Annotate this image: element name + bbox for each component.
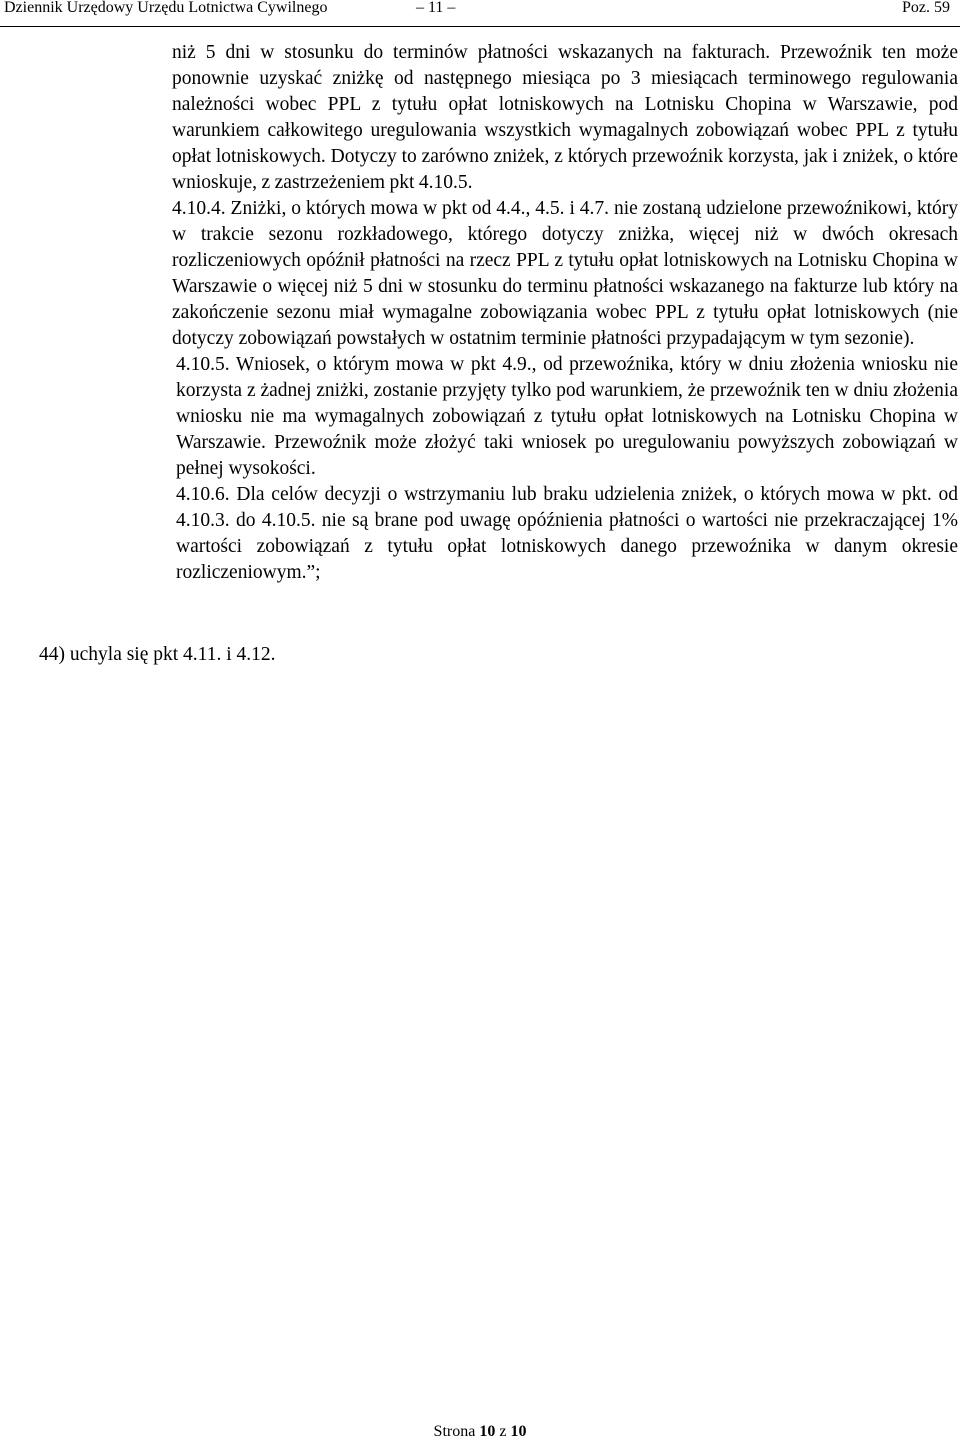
paragraph-4-10-5: 4.10.5. Wniosek, o którym mowa w pkt 4.9., od przewoźnika, który w dniu złożenia wniosku nie korzysta z żadnej zniżki, zostanie przyjęty tylko pod warunkiem, że przewoźnik ten w dniu złożenia wniosku nie ma wymagalnych zobowiązań z tytułu opłat lotniskowych na Lotnisku Chopina w Warszawie. Przewoźnik może złożyć taki wniosek po uregulowaniu powyższych zobowiązań w pełnej wysokości.: [176, 354, 958, 479]
document-body: [172, 40, 958, 586]
page-header: [0, 0, 960, 26]
footer-current-page: 10: [479, 1423, 496, 1440]
footer-middle: z: [495, 1423, 511, 1440]
journal-title: Dziennik Urzędowy Urzędu Lotnictwa Cywilnego: [4, 0, 328, 16]
list-item-44: 44) uchyla się pkt 4.11. i 4.12.: [39, 644, 276, 665]
footer-prefix: Strona: [433, 1423, 480, 1440]
paragraph-4-10-6: 4.10.6. Dla celów decyzji o wstrzymaniu lub braku udzielenia zniżek, o których mowa w pkt. od 4.10.3. do 4.10.5. nie są brane pod uwagę opóźnienia płatności o wartości nie przekraczającej 1% wartości zobowiązań z tytułu opłat lotniskowych danego przewoźnika w danym okresie rozliczeniowym.”;: [176, 484, 958, 583]
page-number-marker: – 11 –: [416, 0, 456, 16]
position-number: Poz. 59: [902, 0, 950, 16]
footer-total-pages: 10: [510, 1423, 527, 1440]
header-divider: [0, 26, 960, 27]
paragraph-continuation: niż 5 dni w stosunku do terminów płatności wskazanych na fakturach. Przewoźnik ten może ponownie uzyskać zniżkę od następnego miesiąca po 3 miesiącach terminowego regulowania należności wobec PPL z tytułu opłat lotniskowych na Lotnisku Chopina w Warszawie, pod warunkiem całkowitego uregulowania wszystkich wymagalnych zobowiązań wobec PPL z tytułu opłat lotniskowych. Dotyczy to zarówno zniżek, z których przewoźnik korzysta, jak i zniżek, o które wnioskuje, z zastrzeżeniem pkt 4.10.5.: [172, 42, 958, 193]
page-footer: [0, 1422, 960, 1442]
paragraph-4-10-4: 4.10.4. Zniżki, o których mowa w pkt od 4.4., 4.5. i 4.7. nie zostaną udzielone przewoźnikowi, który w trakcie sezonu rozkładowego, którego dotyczy zniżka, więcej niż w dwóch okresach rozliczeniowych opóźnił płatności na rzecz PPL z tytułu opłat lotniskowych na Lotnisku Chopina w Warszawie o więcej niż 5 dni w stosunku do terminu płatności wskazanego na fakturze lub który na zakończenie sezonu miał wymagalne zobowiązania wobec PPL z tytułu opłat lotniskowych (nie dotyczy zobowiązań powstałych w ostatnim terminie płatności przypadającym w tym sezonie).: [172, 198, 958, 349]
